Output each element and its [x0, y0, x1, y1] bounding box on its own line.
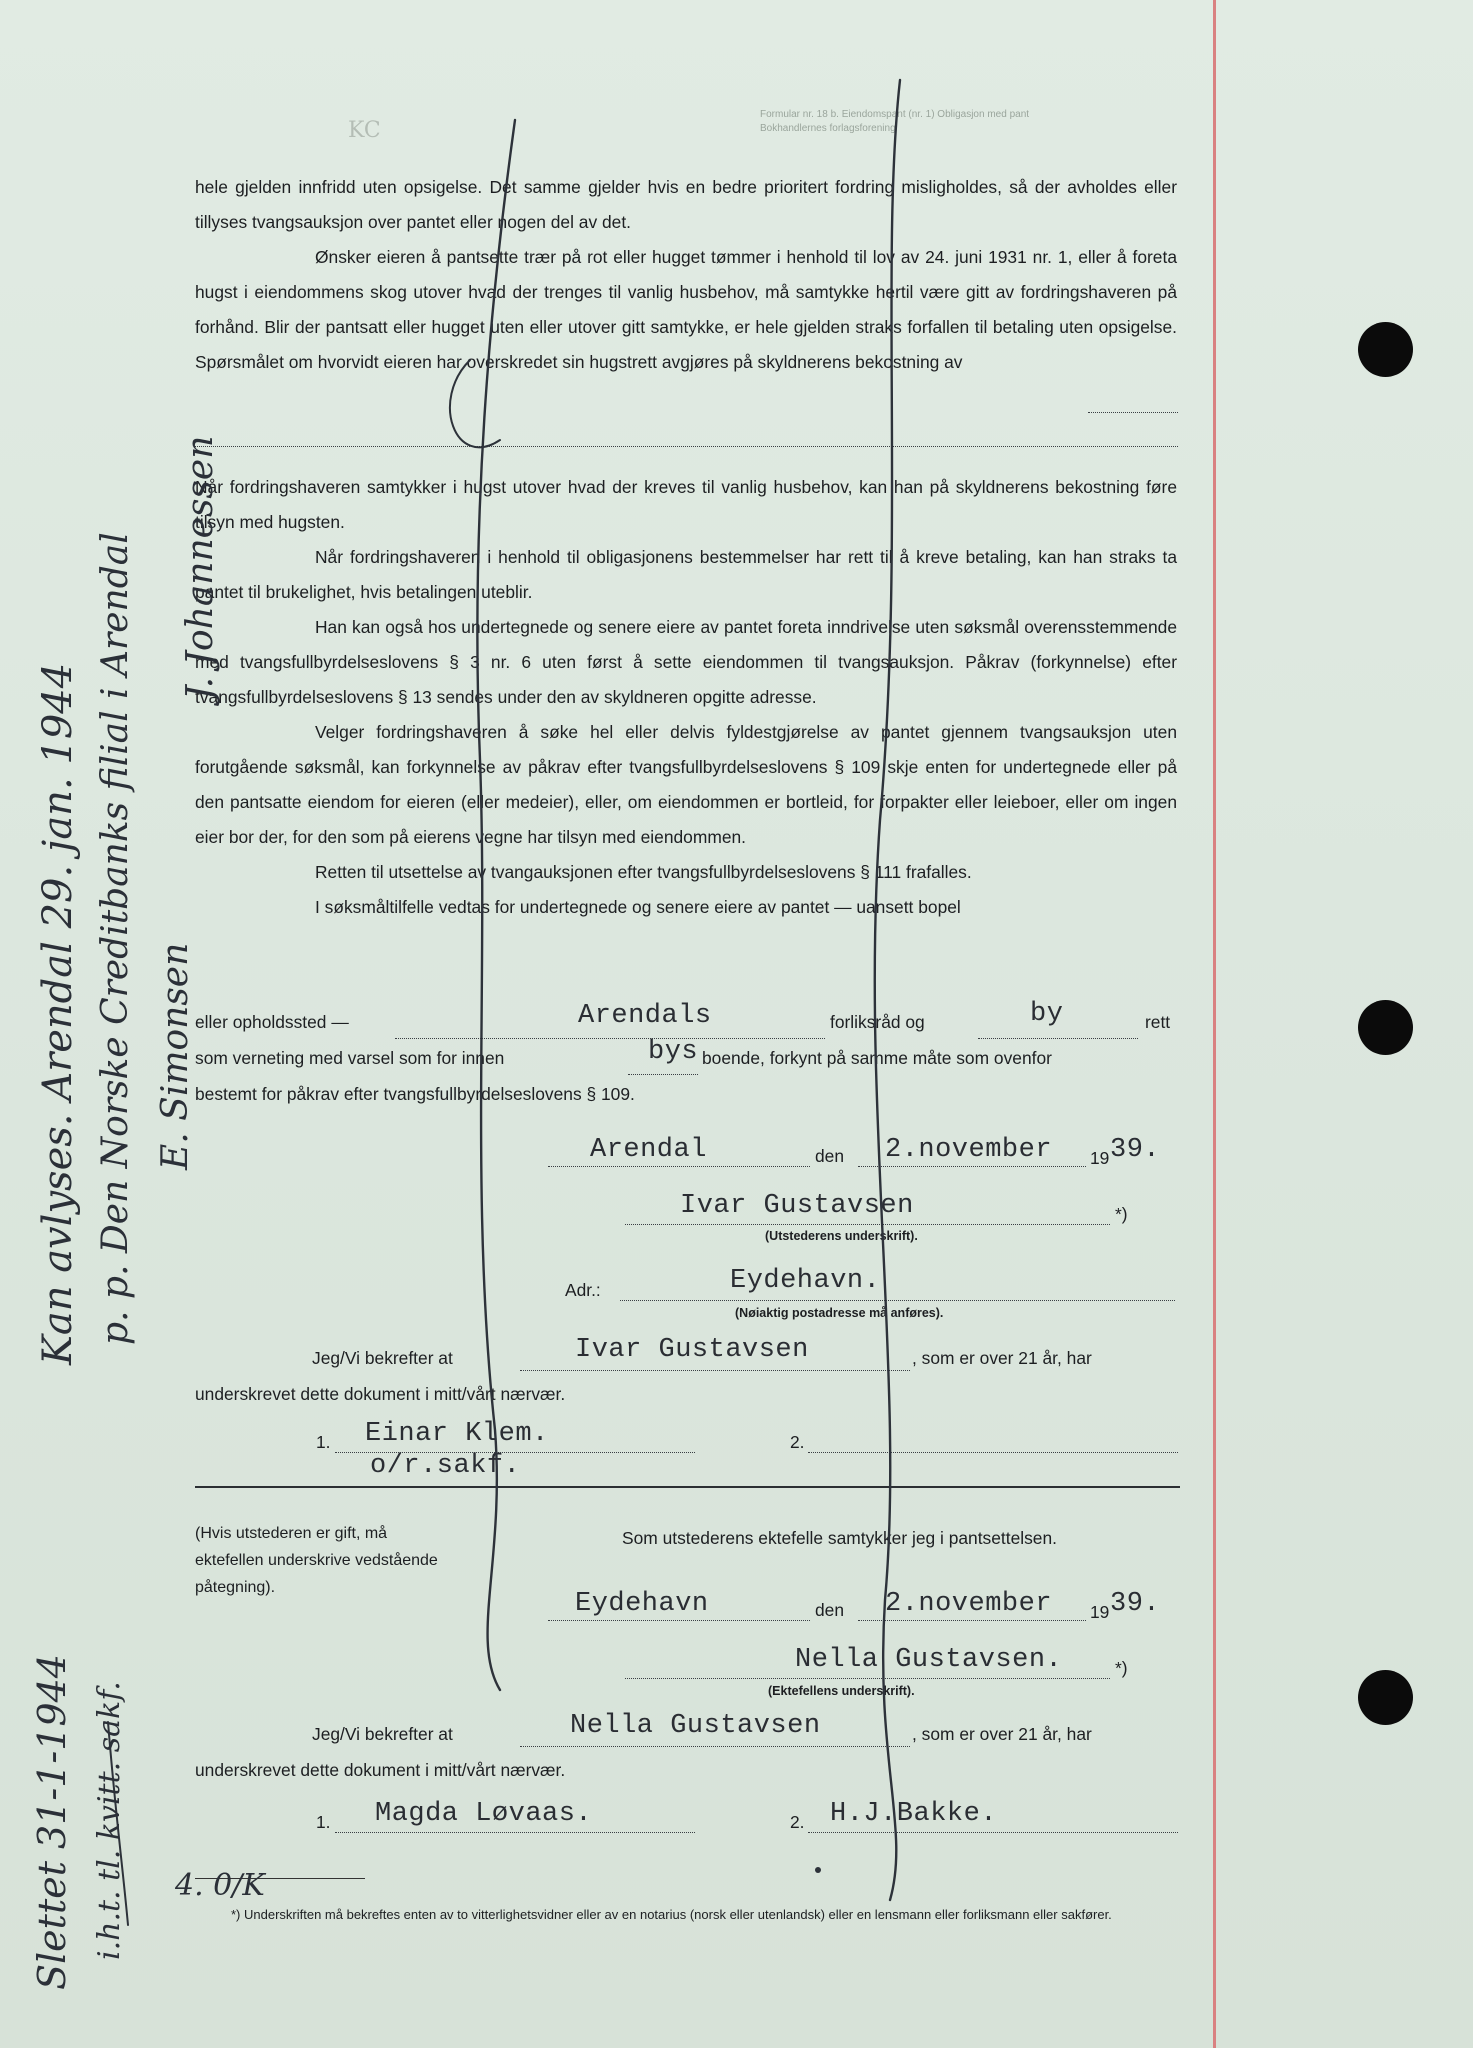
witness-number: 1. — [316, 1432, 331, 1452]
address-label: Adr.: — [565, 1280, 601, 1300]
confirm-name: Ivar Gustavsen — [575, 1335, 809, 1365]
venue-line2-prefix: som verneting med varsel som for innen — [195, 1048, 505, 1068]
spouse-witness-1-name: Magda Løvaas. — [375, 1799, 593, 1829]
venue-line3: bestemt for påkrav efter tvangsfullbyrdelseslovens § 109. — [195, 1084, 635, 1104]
venue-line2-suffix: boende, forkynt på samme måte som ovenfor — [702, 1048, 1052, 1068]
spouse-confirm-name: Nella Gustavsen — [570, 1711, 821, 1741]
margin-note-cancel: Kan avlyses. Arendal 29. jan. 1944 — [35, 662, 81, 1365]
spouse-confirm-line2: underskrevet dette dokument i mitt/vårt nærvær. — [195, 1760, 566, 1780]
issuer-date: 2.november — [885, 1135, 1053, 1165]
paragraph: Når fordringshaveren i henhold til obligasjonens bestemmelser har rett til å kreve betaling, kan han straks ta pantet til brukelighet, hvis betalingen uteblir. — [195, 547, 1177, 602]
venue-suffix: rett — [1145, 1012, 1171, 1032]
spouse-confirm-suffix: , som er over 21 år, har — [912, 1724, 1092, 1744]
spouse-date: 2.november — [885, 1589, 1053, 1619]
venue-prefix: eller opholdssted — — [195, 1012, 349, 1032]
spouse-year: 39. — [1110, 1589, 1161, 1619]
issuer-signature: Ivar Gustavsen — [680, 1191, 914, 1221]
spouse-year-prefix: 19 — [1090, 1602, 1110, 1622]
issuer-sig-mark: *) — [1115, 1204, 1128, 1224]
ink-dot — [815, 1867, 821, 1873]
court-place: Arendals — [578, 1001, 712, 1031]
paragraph: Retten til utsettelse av tvangauksjonen efter tvangsfullbyrdelseslovens § 111 frafalles. — [315, 862, 972, 882]
spouse-witness-2-name: H.J.Bakke. — [830, 1799, 998, 1829]
margin-note-bank: p. p. Den Norske Creditbanks filial i Arendal — [95, 532, 136, 1345]
margin-note-initials: 4. 0/K — [175, 1868, 265, 1903]
spouse-sig-caption: (Ektefellens underskrift). — [768, 1684, 915, 1698]
issuer-year-prefix: 19 — [1090, 1148, 1110, 1168]
spouse-signature: Nella Gustavsen. — [795, 1645, 1063, 1675]
witness-1-name: Einar Klem. — [365, 1419, 549, 1449]
margin-note-signer-2: J. Johannessen — [180, 435, 221, 700]
resident-kind: bys — [648, 1037, 699, 1067]
footnote: *) Underskriften må bekreftes enten av to vitterlighetsvidner eller av en notarius (norsk eller utenlandsk) eller en lensmann eller forliksmann eller sakfører. — [231, 1907, 1112, 1922]
venue-mid: forliksråd og — [830, 1012, 925, 1032]
witness-number: 1. — [316, 1812, 331, 1832]
confirm-prefix: Jeg/Vi bekrefter at — [312, 1348, 453, 1368]
cancellation-stroke — [477, 120, 515, 1690]
issuer-sig-caption: (Utstederens underskrift). — [765, 1229, 918, 1243]
spouse-note: (Hvis utstederen er gift, må ektefellen underskrive vedstående påtegning). — [195, 1525, 438, 1596]
spouse-den: den — [815, 1600, 845, 1620]
court-kind: by — [1030, 999, 1064, 1029]
paragraph: Velger fordringshaveren å søke hel eller delvis fyldestgjørelse av pantet gjennem tvangsauksjon uten forutgående søksmål, kan forkynnelse av påkrav efter tvangsfullbyrdelseslovens § 109 skje enten for undertegnede eller på den pantsatte eiendom for eieren (eller medeier), eller, om eiendommen er bortleid, for forpakter eller leieboer, eller om ingen eier bor der, for den som på eierens vegne har tilsyn med eiendommen. — [195, 722, 1177, 847]
witness-number: 2. — [790, 1812, 805, 1832]
margin-note-receipt: i.h.t. tl. kvitt. sakf. — [92, 1681, 127, 1960]
witness-1-title: o/r.sakf. — [370, 1451, 521, 1481]
paragraph: I søksmåltilfelle vedtas for undertegnede og senere eiere av pantet — uansett bopel — [315, 897, 961, 917]
cancellation-stroke — [450, 360, 500, 447]
paragraph: Ønsker eieren å pantsette trær på rot eller hugget tømmer i henhold til lov av 24. juni 1931 nr. 1, eller å foreta hugst i eiendommens skog utover hvad der trenges til vanlig husbehov, må samtykke hertil være gitt av fordringshaveren på forhånd. Blir der pantsatt eller hugget uten eller utover gitt samtykke, er hele gjelden straks forfallen til betaling uten opsigelse. Spørsmålet om hvorvidt eieren har overskredet sin hugstrett avgjøres på skyldnerens bekostning av — [195, 247, 1177, 372]
paragraph: hele gjelden innfridd uten opsigelse. Det samme gjelder hvis en bedre prioritert fordring misligholdes, så der avholdes eller tillyses tvangsauksjon over pantet eller nogen del av det. — [195, 177, 1177, 232]
paragraph: Når fordringshaveren samtykker i hugst utover hvad der kreves til vanlig husbehov, kan han på skyldnerens bekostning føre tilsyn med hugsten. — [195, 477, 1177, 532]
margin-note-deleted: Slettet 31-1-1944 — [30, 1654, 74, 1990]
issuer-address: Eydehavn. — [730, 1266, 881, 1296]
cancellation-stroke — [875, 80, 900, 1900]
margin-note-signer: E. Simonsen — [155, 942, 196, 1170]
spouse-confirm-prefix: Jeg/Vi bekrefter at — [312, 1724, 453, 1744]
issuer-den: den — [815, 1146, 845, 1166]
witness-number: 2. — [790, 1432, 805, 1452]
spouse-place: Eydehavn — [575, 1589, 709, 1619]
spouse-consent: Som utstederens ektefelle samtykker jeg i pantsettelsen. — [622, 1528, 1057, 1548]
spouse-sig-mark: *) — [1115, 1658, 1128, 1678]
issuer-year: 39. — [1110, 1135, 1161, 1165]
issuer-place: Arendal — [590, 1135, 707, 1165]
paragraph: Han kan også hos undertegnede og senere eiere av pantet foreta inndrivelse uten søksmål overensstemmende med tvangsfullbyrdelseslovens § 3 nr. 6 uten først å sette eiendommen til tvangsauksjon. Påkrav (forkynnelse) efter tvangsfullbyrdelseslovens § 13 sendes under den av skyldneren opgitte adresse. — [195, 617, 1177, 707]
show-through-mark: KC — [348, 118, 381, 143]
show-through-header: Formular nr. 18 b. Eiendomspant (nr. 1) Obligasjon med pant Bokhandlernes forlagsforening — [760, 109, 1030, 134]
confirm-suffix: , som er over 21 år, har — [912, 1348, 1092, 1368]
address-caption: (Nøiaktig postadresse må anføres). — [735, 1306, 944, 1320]
confirm-line2: underskrevet dette dokument i mitt/vårt nærvær. — [195, 1384, 566, 1404]
